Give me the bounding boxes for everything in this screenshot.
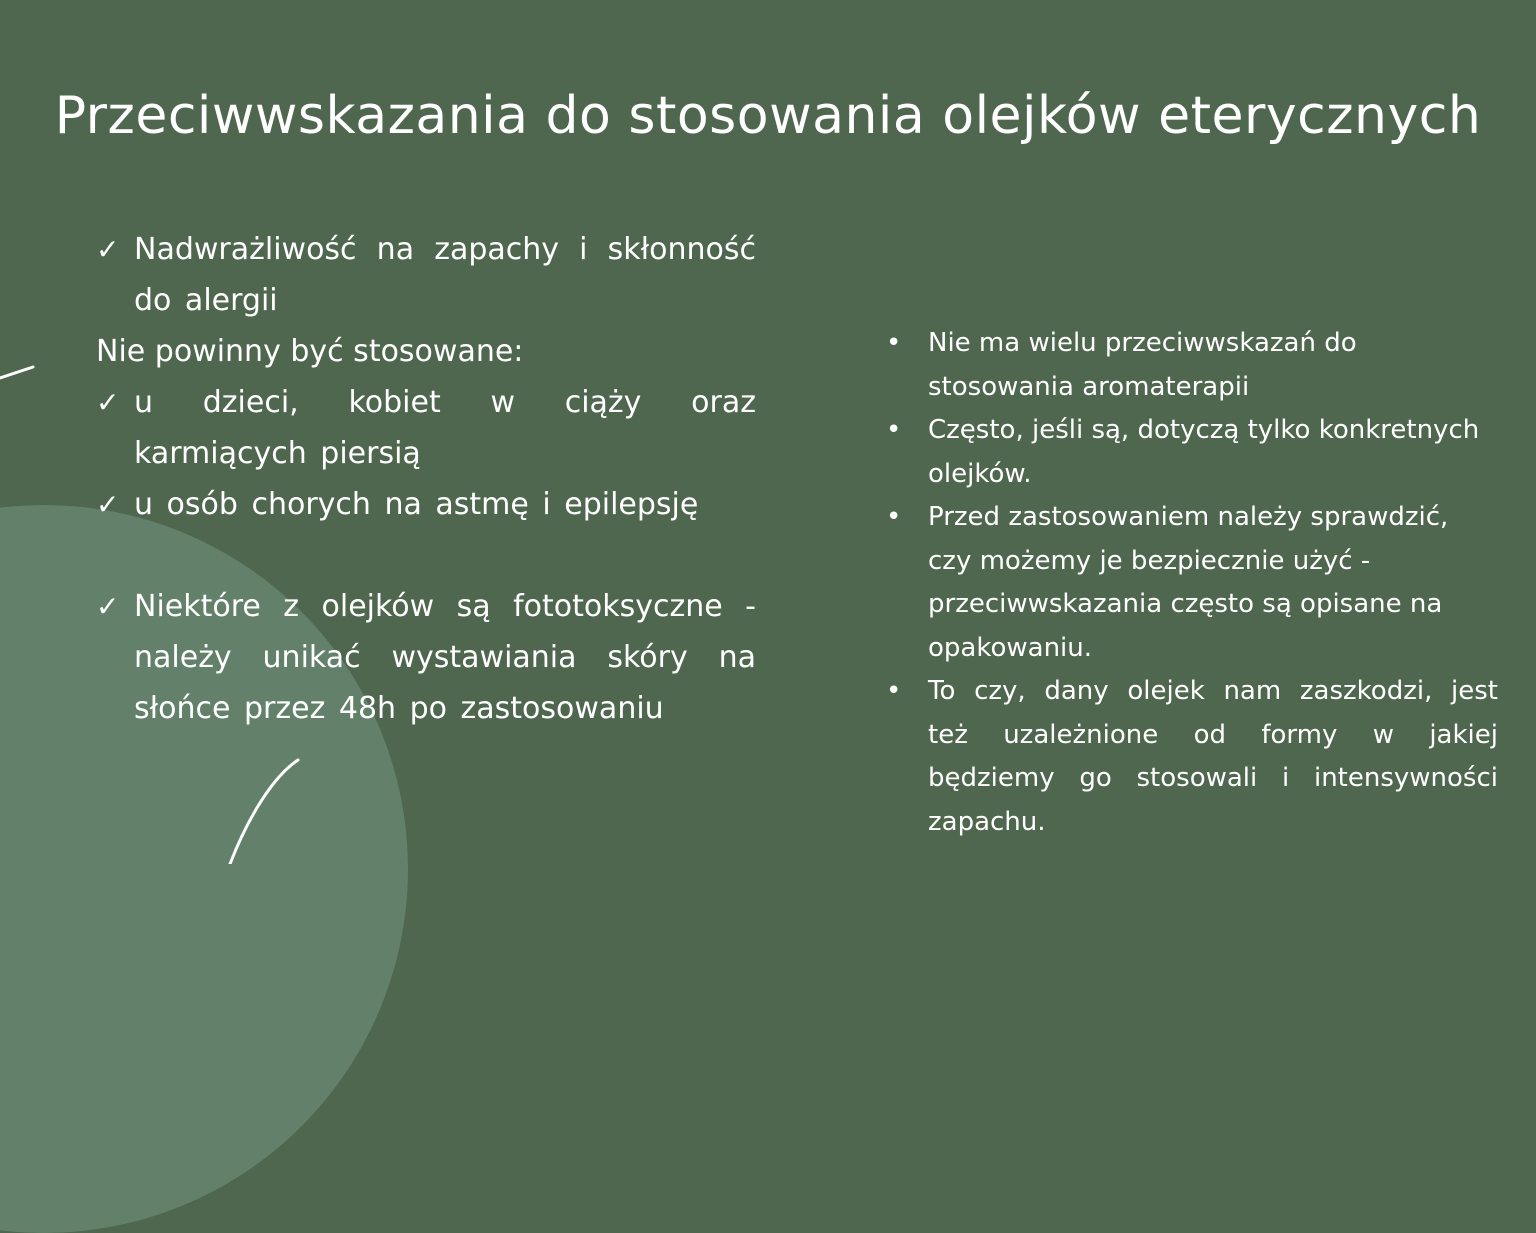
- list-item: [886, 409, 1498, 496]
- check-item-asthma-epilepsy: [96, 479, 756, 530]
- checkmark-icon: ✓: [96, 233, 120, 266]
- bullet-list: [886, 322, 1498, 844]
- decorative-stroke-left: [0, 367, 33, 378]
- list-item-text: To czy, dany olejek nam zaszkodzi, jest też uzależnione od formy w jakiej będziemy go stosowali i intensywności zapachu.: [928, 676, 1498, 837]
- list-item: [886, 496, 1498, 670]
- check-item-text: u dzieci, kobiet w ciąży oraz karmiących piersią: [134, 385, 756, 471]
- check-item-children-pregnancy: [96, 377, 756, 479]
- checkmark-icon: ✓: [96, 590, 120, 623]
- check-item-hypersensitivity: [96, 224, 756, 326]
- decorative-arc-bottom: [230, 760, 298, 864]
- slide-title: Przeciwwskazania do stosowania olejków eterycznych: [54, 85, 1482, 146]
- bullet-icon: •: [886, 502, 902, 532]
- checkmark-icon: ✓: [96, 386, 120, 419]
- checkmark-icon: ✓: [96, 488, 120, 521]
- right-column: [886, 322, 1498, 844]
- check-item-phototoxic: [96, 581, 756, 734]
- bullet-icon: •: [886, 328, 902, 358]
- intro-line: Nie powinny być stosowane:: [96, 334, 524, 369]
- bullet-icon: •: [886, 676, 902, 706]
- check-item-text: Niektóre z olejków są fototoksyczne - należy unikać wystawiania skóry na słońce przez 48h po zastosowaniu: [134, 589, 756, 726]
- list-item: [886, 670, 1498, 844]
- check-item-text: u osób chorych na astmę i epilepsję: [134, 487, 699, 522]
- bullet-icon: •: [886, 415, 902, 445]
- list-item-text: Nie ma wielu przeciwwskazań do stosowania aromaterapii: [928, 328, 1357, 402]
- list-item: [886, 322, 1498, 409]
- list-item-text: Często, jeśli są, dotyczą tylko konkretnych olejków.: [928, 415, 1480, 489]
- check-item-text: Nadwrażliwość na zapachy i skłonność do alergii: [134, 232, 756, 318]
- list-item-text: Przed zastosowaniem należy sprawdzić, czy możemy je bezpiecznie użyć - przeciwwskazania często są opisane na opakowaniu.: [928, 502, 1449, 663]
- spacer: [96, 530, 756, 581]
- left-column: [96, 224, 756, 734]
